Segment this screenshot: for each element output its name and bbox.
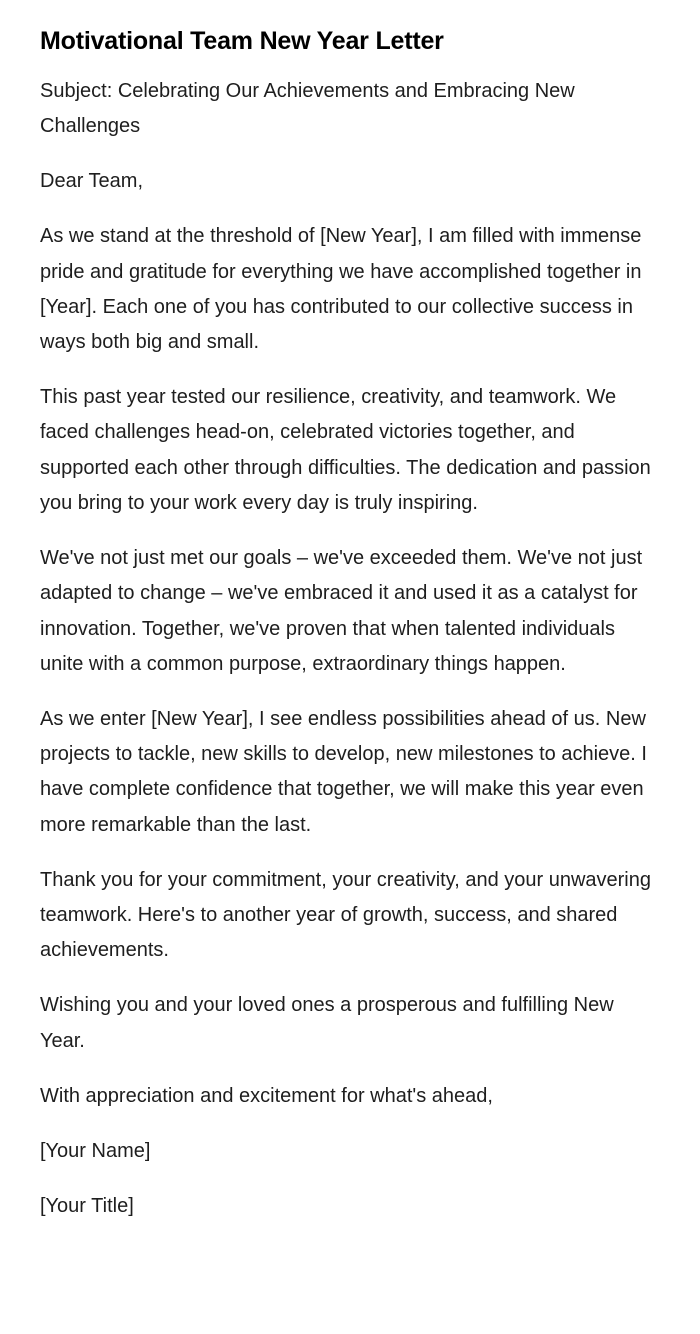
signature-name: [Your Name] xyxy=(40,1139,151,1162)
closing-line: With appreciation and excitement for what's ahead, xyxy=(40,1084,493,1107)
body-paragraph: Thank you for your commitment, your creativity, and your unwavering teamwork. Here's to another year of growth, success, and shared achievements. xyxy=(40,868,651,962)
subject-line: Subject: Celebrating Our Achievements and Embracing New Challenges xyxy=(40,80,575,138)
body-paragraph: This past year tested our resilience, creativity, and teamwork. We faced challenges head-on, celebrated victories together, and supported each other through difficulties. The dedication and passion you bring to your work every day is truly inspiring. xyxy=(40,386,651,515)
body-paragraph: As we enter [New Year], I see endless possibilities ahead of us. New projects to tackle, new skills to develop, new milestones to achieve. I have complete confidence that together, we will make this year even more remarkable than the last. xyxy=(40,707,647,836)
body-paragraph: We've not just met our goals – we've exceeded them. We've not just adapted to change – we've embraced it and used it as a catalyst for innovation. Together, we've proven that when talented individuals unite with a common purpose, extraordinary things happen. xyxy=(40,547,643,675)
signature-title: [Your Title] xyxy=(40,1194,134,1217)
body-paragraph: As we stand at the threshold of [New Year], I am filled with immense pride and gratitude for everything we have accomplished together in [Year]. Each one of you has contributed to our collective success in ways both big and small. xyxy=(40,225,642,354)
body-paragraph: Wishing you and your loved ones a prosperous and fulfilling New Year. xyxy=(40,994,614,1052)
greeting: Dear Team, xyxy=(40,170,144,193)
letter-title: Motivational Team New Year Letter xyxy=(40,27,444,55)
